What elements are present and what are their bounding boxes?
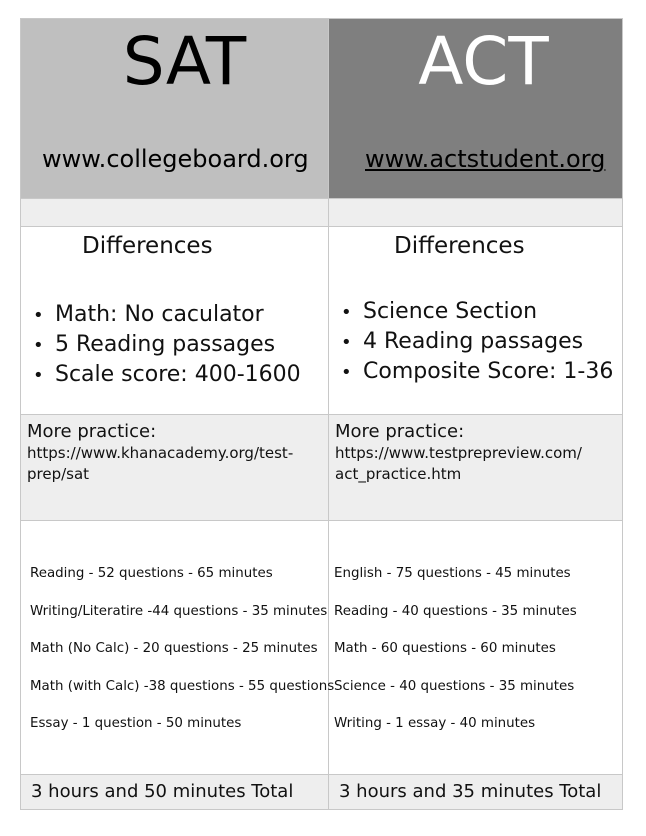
- act-practice-cell: [329, 415, 623, 521]
- bullet-icon: •: [341, 302, 352, 323]
- sat-practice-cell: [21, 415, 329, 521]
- bullet-icon: •: [33, 305, 44, 326]
- sections-row: [21, 521, 623, 775]
- sat-title: SAT: [122, 23, 247, 100]
- act-practice-label: More practice:: [335, 421, 465, 442]
- list-item: Math - 60 questions - 60 minutes: [334, 641, 556, 656]
- act-practice-url-line[interactable]: https://www.testprepreview.com/: [335, 444, 582, 462]
- bullet-icon: •: [341, 332, 352, 353]
- sat-practice-label: More practice:: [27, 421, 157, 442]
- list-item: Reading - 40 questions - 35 minutes: [334, 603, 577, 619]
- act-practice-url-line[interactable]: act_practice.htm: [335, 465, 462, 483]
- spacer-cell: [21, 199, 329, 227]
- act-header-cell: [329, 19, 623, 199]
- act-sections-list: [329, 566, 622, 754]
- list-item: [33, 330, 328, 360]
- header-row: [21, 19, 623, 199]
- sat-total-time: 3 hours and 50 minutes Total: [31, 781, 294, 802]
- act-total-cell: [329, 775, 623, 810]
- list-item: Writing - 1 essay - 40 minutes: [334, 716, 536, 731]
- difference-text: Scale score: 400-1600: [55, 362, 301, 387]
- sat-sections-list: [21, 566, 335, 754]
- sat-act-comparison-table: [20, 18, 623, 810]
- act-sections-cell: [329, 521, 623, 775]
- sat-differences-heading: Differences: [82, 233, 213, 259]
- total-row: [21, 775, 623, 810]
- sat-website: www.collegeboard.org: [42, 145, 309, 173]
- sat-total-cell: [21, 775, 329, 810]
- sat-practice-url-line[interactable]: https://www.khanacademy.org/test-: [27, 444, 294, 462]
- bullet-icon: •: [33, 365, 44, 386]
- practice-row: [21, 415, 623, 521]
- list-item: Science - 40 questions - 35 minutes: [334, 678, 575, 694]
- difference-text: Math: No caculator: [55, 302, 264, 327]
- list-item: Reading - 52 questions - 65 minutes: [30, 566, 273, 581]
- list-item: Math (with Calc) -38 questions - 55 questions: [30, 678, 335, 694]
- list-item: [33, 300, 328, 330]
- list-item: English - 75 questions - 45 minutes: [334, 566, 571, 581]
- bullet-icon: •: [33, 335, 44, 356]
- sat-practice-link[interactable]: [21, 443, 328, 485]
- differences-row: [21, 227, 623, 415]
- bullet-icon: •: [341, 362, 352, 383]
- list-item: Writing/Literatire -44 questions - 35 minutes: [30, 603, 328, 619]
- act-differences-list: [329, 297, 622, 387]
- list-item: Math (No Calc) - 20 questions - 25 minutes: [30, 641, 318, 656]
- difference-text: 5 Reading passages: [55, 332, 276, 357]
- list-item: [341, 357, 622, 387]
- difference-text: Composite Score: 1-36: [363, 359, 614, 384]
- spacer-cell: [329, 199, 623, 227]
- list-item: [341, 327, 622, 357]
- spacer-row: [21, 199, 623, 227]
- act-differences-cell: [329, 227, 623, 415]
- sat-sections-cell: [21, 521, 335, 775]
- sat-header-cell: [21, 19, 329, 199]
- list-item: [33, 360, 328, 390]
- difference-text: Science Section: [363, 299, 538, 324]
- list-item: Essay - 1 question - 50 minutes: [30, 716, 242, 731]
- difference-text: 4 Reading passages: [363, 329, 584, 354]
- act-differences-heading: Differences: [394, 233, 525, 259]
- sat-practice-url-line[interactable]: prep/sat: [27, 465, 90, 483]
- act-title: ACT: [418, 23, 549, 100]
- act-website-link[interactable]: www.actstudent.org: [365, 145, 606, 173]
- sat-differences-cell: [21, 227, 329, 415]
- act-total-time: 3 hours and 35 minutes Total: [339, 781, 602, 802]
- list-item: [341, 297, 622, 327]
- act-practice-link[interactable]: [329, 443, 622, 485]
- sat-differences-list: [21, 300, 328, 390]
